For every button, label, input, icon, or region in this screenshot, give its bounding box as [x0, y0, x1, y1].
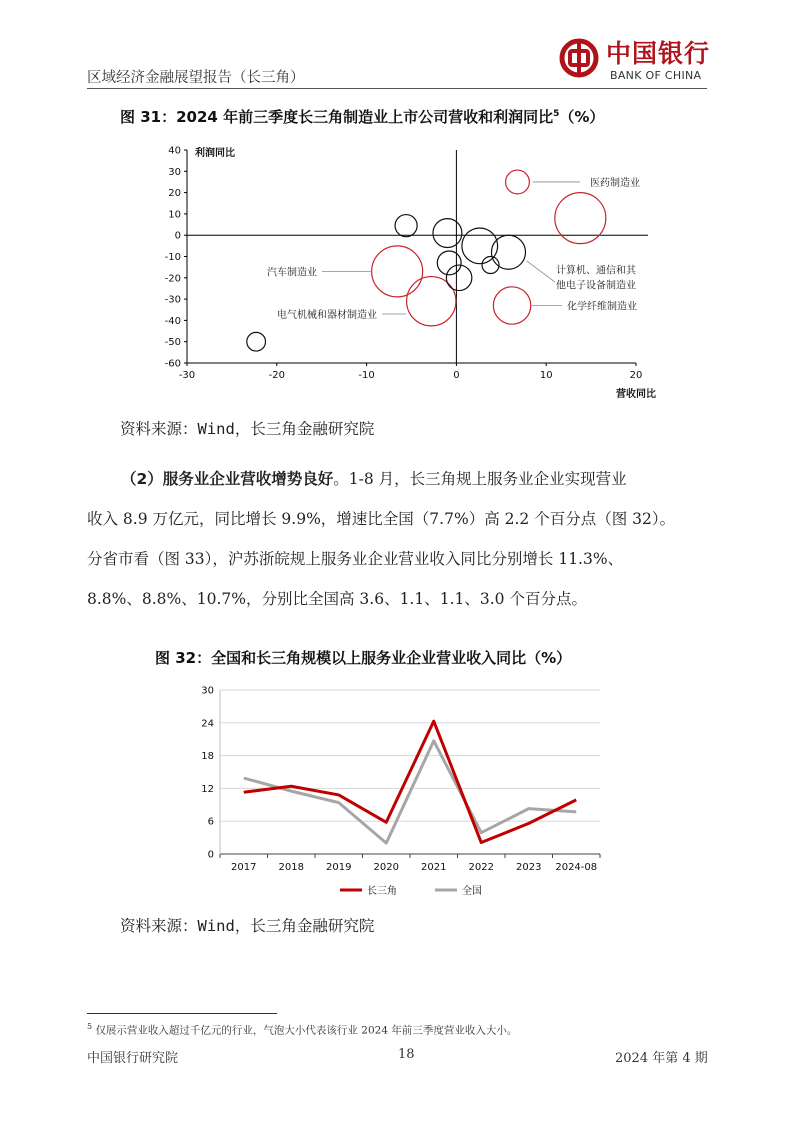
series-line-yrd	[244, 721, 577, 842]
bubble	[506, 170, 530, 194]
y-tick-label: 24	[201, 718, 214, 730]
bubble	[395, 215, 417, 237]
line-chart	[190, 680, 610, 902]
y-tick-label: 0	[207, 849, 214, 861]
y-tick-label: 10	[168, 209, 181, 221]
figure31-title-text: 图 31：2024 年前三季度长三角制造业上市公司营收和利润同比	[120, 108, 554, 126]
y-tick-label: 12	[201, 783, 214, 795]
legend-label: 全国	[462, 886, 482, 897]
footnote	[87, 1022, 517, 1038]
x-tick-label: 2020	[373, 862, 399, 873]
legend-label: 长三角	[367, 886, 397, 897]
paragraph-line-3: 分省市看（图 33），沪苏浙皖规上服务业企业营业收入同比分别增长 11.3%、	[87, 550, 624, 568]
x-tick-label: 2022	[468, 862, 494, 873]
y-tick-label: -20	[164, 273, 181, 285]
logo-text-cn: 中国银行	[606, 39, 711, 68]
header-divider	[87, 88, 707, 89]
bubble-label: 他电子设备制造业	[556, 280, 636, 292]
x-tick-label: 10	[539, 370, 553, 381]
paragraph-line-2: 收入 8.9 万亿元，同比增长 9.9%，增速比全国（7.7%）高 2.2 个百分点（图 32）。	[87, 510, 676, 528]
y-tick-label: 20	[168, 188, 181, 200]
x-tick-label: 2017	[231, 862, 257, 873]
y-tick-label: 18	[201, 751, 214, 763]
footnote-divider	[87, 1013, 277, 1014]
bubble	[247, 332, 266, 351]
paragraph-services	[87, 464, 727, 615]
paragraph-lead: （2）服务业企业营收增势良好	[121, 470, 334, 488]
x-tick-label: 0	[453, 370, 460, 381]
x-tick-label: 2023	[516, 862, 542, 873]
x-tick-label: -30	[178, 370, 196, 381]
y-tick-label: -60	[164, 358, 181, 370]
y-tick-label: 40	[168, 145, 181, 157]
bubble-label: 化学纤维制造业	[567, 301, 637, 313]
annotation-leader	[526, 261, 555, 282]
footnote-text: 仅展示营业收入超过千亿元的行业，气泡大小代表该行业 2024 年前三季度营业收入大小。	[95, 1024, 518, 1037]
page-number: 18	[398, 1047, 415, 1062]
x-tick-label: 2019	[326, 862, 352, 873]
bubble-chart	[150, 140, 670, 405]
bubble	[555, 193, 606, 244]
footer-issue: 2024 年第 4 期	[615, 1051, 708, 1066]
figure31-source: 资料来源：Wind，长三角金融研究院	[120, 420, 375, 438]
x-tick-label: 2024-08	[555, 862, 598, 873]
logo-text-en: BANK OF CHINA	[610, 69, 702, 82]
footer-institute: 中国银行研究院	[87, 1051, 179, 1066]
y-tick-label: -30	[164, 294, 181, 306]
x-tick-label: 2018	[278, 862, 304, 873]
y-axis-title: 利润同比	[195, 148, 235, 159]
bubble	[437, 251, 461, 275]
bubble	[433, 219, 462, 248]
report-title: 区域经济金融展望报告（长三角）	[87, 70, 305, 86]
bubble	[493, 287, 530, 324]
figure31-footnote-ref: 5	[553, 109, 560, 119]
bubble	[372, 246, 423, 297]
y-tick-label: 30	[201, 685, 214, 697]
paragraph-line-1: 。1-8 月，长三角规上服务业企业实现营业	[333, 470, 627, 488]
x-axis-title: 营收同比	[616, 389, 656, 400]
figure31-unit: （%）	[559, 108, 605, 126]
y-tick-label: 0	[174, 230, 181, 242]
bubble-label: 汽车制造业	[267, 267, 317, 279]
y-tick-label: -10	[164, 252, 181, 263]
footnote-mark: 5	[87, 1022, 93, 1031]
figure32-title: 图 32：全国和长三角规模以上服务业企业营业收入同比（%）	[155, 649, 572, 667]
y-tick-label: 30	[168, 166, 181, 178]
y-tick-label: -40	[164, 315, 181, 327]
figure32-source: 资料来源：Wind，长三角金融研究院	[120, 917, 375, 935]
figure31-title	[120, 106, 604, 127]
bubble-label: 电气机械和器材制造业	[277, 310, 377, 322]
y-tick-label: 6	[207, 816, 214, 828]
x-tick-label: 2021	[421, 862, 447, 873]
bank-logo-icon	[559, 38, 599, 78]
bubble-label: 计算机、通信和其	[556, 265, 636, 277]
x-tick-label: -10	[358, 370, 375, 381]
series-line-national	[244, 741, 577, 843]
x-tick-label: -20	[268, 370, 285, 381]
bubble-label: 医药制造业	[590, 177, 640, 189]
x-tick-label: 20	[629, 370, 643, 381]
paragraph-line-4: 8.8%、8.8%、10.7%，分别比全国高 3.6、1.1、1.1、3.0 个百分点。	[87, 590, 587, 608]
y-tick-label: -50	[164, 337, 181, 349]
